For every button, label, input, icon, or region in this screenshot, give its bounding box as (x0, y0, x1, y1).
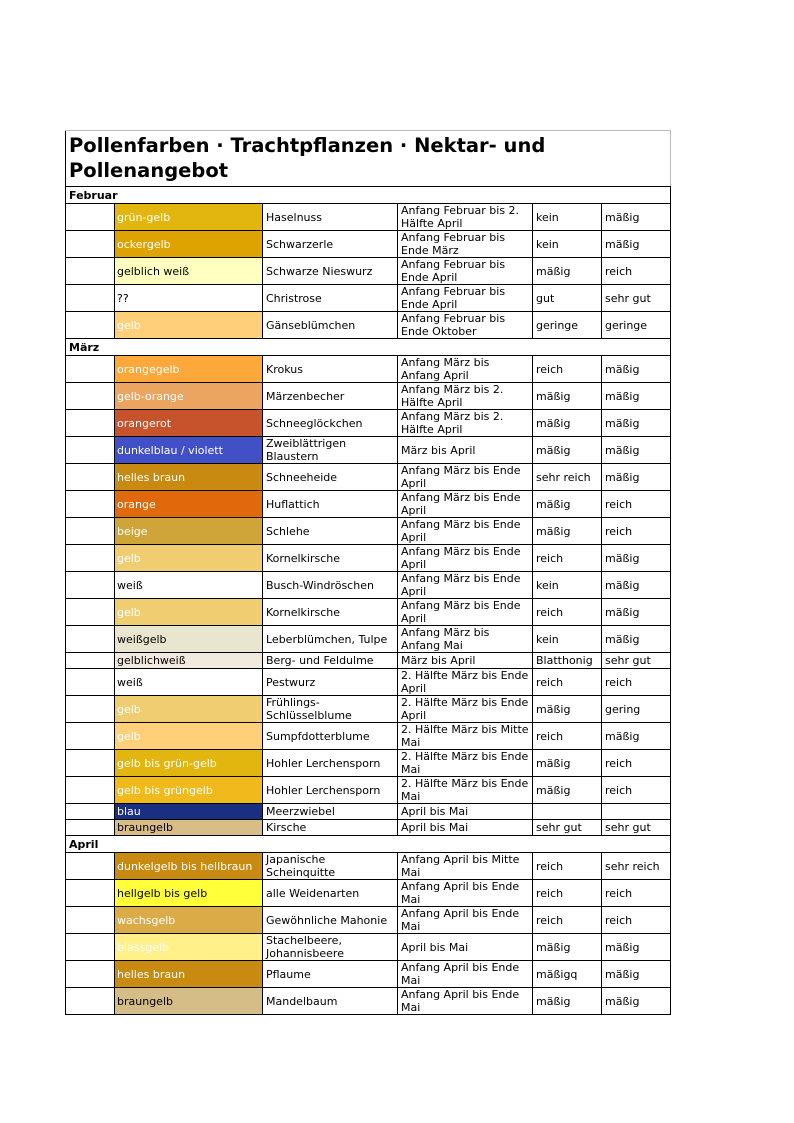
bloom-period-cell: Anfang März bis Ende April (398, 491, 533, 518)
bloom-period-cell: Anfang Februar bis Ende April (398, 285, 533, 312)
table-row (66, 599, 671, 626)
pollen-color-cell: gelblich weiß (115, 258, 263, 285)
bloom-period-cell: Anfang Februar bis 2. Hälfte April (398, 204, 533, 231)
pollen-table (65, 130, 671, 1015)
empty-cell (66, 464, 115, 491)
table-row (66, 464, 671, 491)
pollen-supply-cell: reich (602, 669, 671, 696)
empty-cell (66, 356, 115, 383)
plant-name-cell: Stachelbeere, Johannisbeere (263, 934, 398, 961)
plant-name-cell: Berg- und Feldulme (263, 653, 398, 669)
table-row (66, 820, 671, 836)
empty-cell (66, 258, 115, 285)
pollen-supply-cell: reich (602, 491, 671, 518)
table-row (66, 204, 671, 231)
pollen-color-cell: weißgelb (115, 626, 263, 653)
bloom-period-cell: April bis Mai (398, 804, 533, 820)
table-row (66, 572, 671, 599)
empty-cell (66, 880, 115, 907)
table-row (66, 437, 671, 464)
bloom-period-cell: Anfang März bis Anfang April (398, 356, 533, 383)
plant-name-cell: Hohler Lerchensporn (263, 750, 398, 777)
pollen-supply-cell: sehr gut (602, 653, 671, 669)
plant-name-cell: Pestwurz (263, 669, 398, 696)
pollen-color-cell: wachsgelb (115, 907, 263, 934)
bloom-period-cell: April bis Mai (398, 934, 533, 961)
nectar-supply-cell: mäßig (533, 934, 602, 961)
bloom-period-cell: 2. Hälfte März bis Mitte Mai (398, 723, 533, 750)
pollen-color-cell: gelb (115, 545, 263, 572)
pollen-supply-cell: mäßig (602, 356, 671, 383)
table-row (66, 410, 671, 437)
nectar-supply-cell: kein (533, 204, 602, 231)
bloom-period-cell: Anfang März bis Ende April (398, 545, 533, 572)
plant-name-cell: Schneeheide (263, 464, 398, 491)
pollen-supply-cell: reich (602, 750, 671, 777)
pollen-supply-cell: mäßig (602, 410, 671, 437)
pollen-color-cell: gelb (115, 312, 263, 339)
pollen-supply-cell: mäßig (602, 961, 671, 988)
plant-name-cell: Haselnuss (263, 204, 398, 231)
pollen-color-cell: gelb bis grüngelb (115, 777, 263, 804)
bloom-period-cell: Anfang März bis Ende April (398, 464, 533, 491)
empty-cell (66, 988, 115, 1015)
page-title: Pollenfarben · Trachtpflanzen · Nektar- und Pollenangebot (66, 131, 671, 187)
pollen-supply-cell: mäßig (602, 437, 671, 464)
pollen-supply-cell: mäßig (602, 545, 671, 572)
plant-name-cell: Busch-Windröschen (263, 572, 398, 599)
empty-cell (66, 312, 115, 339)
nectar-supply-cell: mäßig (533, 696, 602, 723)
pollen-supply-cell: mäßig (602, 988, 671, 1015)
pollen-color-cell: braungelb (115, 988, 263, 1015)
title-row (66, 131, 671, 187)
empty-cell (66, 204, 115, 231)
table-row (66, 312, 671, 339)
empty-cell (66, 653, 115, 669)
pollen-color-cell: beige (115, 518, 263, 545)
pollen-color-cell: blau (115, 804, 263, 820)
nectar-supply-cell: mäßig (533, 410, 602, 437)
pollen-color-cell: gelb-orange (115, 383, 263, 410)
plant-name-cell: Frühlings-Schlüsselblume (263, 696, 398, 723)
table-row (66, 723, 671, 750)
empty-cell (66, 777, 115, 804)
nectar-supply-cell: sehr gut (533, 820, 602, 836)
plant-name-cell: Zweiblättrigen Blaustern (263, 437, 398, 464)
pollen-color-cell: grün-gelb (115, 204, 263, 231)
plant-name-cell: alle Weidenarten (263, 880, 398, 907)
nectar-supply-cell: reich (533, 723, 602, 750)
bloom-period-cell: Anfang April bis Ende Mai (398, 907, 533, 934)
empty-cell (66, 669, 115, 696)
plant-name-cell: Pflaume (263, 961, 398, 988)
table-row (66, 853, 671, 880)
empty-cell (66, 626, 115, 653)
table-row (66, 777, 671, 804)
plant-name-cell: Gewöhnliche Mahonie (263, 907, 398, 934)
pollen-supply-cell: sehr gut (602, 285, 671, 312)
nectar-supply-cell: geringe (533, 312, 602, 339)
pollen-color-cell: ?? (115, 285, 263, 312)
nectar-supply-cell: reich (533, 907, 602, 934)
empty-cell (66, 820, 115, 836)
month-header-row (66, 339, 671, 356)
bloom-period-cell: Anfang Februar bis Ende Oktober (398, 312, 533, 339)
bloom-period-cell: Anfang März bis 2. Hälfte April (398, 410, 533, 437)
empty-cell (66, 545, 115, 572)
bloom-period-cell: März bis April (398, 653, 533, 669)
empty-cell (66, 853, 115, 880)
bloom-period-cell: Anfang April bis Ende Mai (398, 988, 533, 1015)
pollen-supply-cell: mäßig (602, 934, 671, 961)
empty-cell (66, 410, 115, 437)
pollen-color-cell: dunkelgelb bis hellbraun (115, 853, 263, 880)
pollen-color-cell: ockergelb (115, 231, 263, 258)
pollen-supply-cell: reich (602, 880, 671, 907)
nectar-supply-cell: reich (533, 545, 602, 572)
nectar-supply-cell: gut (533, 285, 602, 312)
empty-cell (66, 599, 115, 626)
empty-cell (66, 934, 115, 961)
table-row (66, 231, 671, 258)
pollen-supply-cell: gering (602, 696, 671, 723)
empty-cell (66, 907, 115, 934)
bloom-period-cell: Anfang März bis Ende April (398, 518, 533, 545)
plant-name-cell: Mandelbaum (263, 988, 398, 1015)
empty-cell (66, 723, 115, 750)
pollen-supply-cell: geringe (602, 312, 671, 339)
nectar-supply-cell: Blatthonig (533, 653, 602, 669)
table-row (66, 804, 671, 820)
pollen-supply-cell: sehr reich (602, 853, 671, 880)
bloom-period-cell: April bis Mai (398, 820, 533, 836)
pollen-color-cell: orange (115, 491, 263, 518)
table-row (66, 356, 671, 383)
nectar-supply-cell: mäßig (533, 258, 602, 285)
pollen-supply-cell: mäßig (602, 383, 671, 410)
bloom-period-cell: Anfang März bis Anfang Mai (398, 626, 533, 653)
plant-name-cell: Krokus (263, 356, 398, 383)
empty-cell (66, 518, 115, 545)
empty-cell (66, 383, 115, 410)
empty-cell (66, 961, 115, 988)
bloom-period-cell: 2. Hälfte März bis Ende April (398, 696, 533, 723)
table-row (66, 383, 671, 410)
plant-name-cell: Leberblümchen, Tulpe (263, 626, 398, 653)
pollen-supply-cell: reich (602, 777, 671, 804)
pollen-color-cell: gelb bis grün-gelb (115, 750, 263, 777)
nectar-supply-cell: reich (533, 880, 602, 907)
pollen-color-cell: helles braun (115, 464, 263, 491)
pollen-color-cell: gelb (115, 723, 263, 750)
pollen-supply-cell: reich (602, 518, 671, 545)
nectar-supply-cell: reich (533, 853, 602, 880)
table-row (66, 545, 671, 572)
table-body (66, 131, 671, 1015)
empty-cell (66, 231, 115, 258)
bloom-period-cell: Anfang April bis Ende Mai (398, 961, 533, 988)
nectar-supply-cell: mäßigq (533, 961, 602, 988)
month-label: März (66, 339, 671, 356)
pollen-color-cell: gelblichweiß (115, 653, 263, 669)
table-row (66, 750, 671, 777)
pollen-color-cell: orangerot (115, 410, 263, 437)
pollen-supply-cell: mäßig (602, 572, 671, 599)
bloom-period-cell: Anfang Februar bis Ende März (398, 231, 533, 258)
empty-cell (66, 491, 115, 518)
pollen-color-cell: hellgelb bis gelb (115, 880, 263, 907)
pollen-supply-cell: reich (602, 907, 671, 934)
table-row (66, 518, 671, 545)
pollen-color-cell: orangegelb (115, 356, 263, 383)
bloom-period-cell: Anfang März bis Ende April (398, 599, 533, 626)
bloom-period-cell: Anfang Februar bis Ende April (398, 258, 533, 285)
pollen-color-cell: weiß (115, 572, 263, 599)
nectar-supply-cell: kein (533, 626, 602, 653)
table-row (66, 907, 671, 934)
table-row (66, 626, 671, 653)
plant-name-cell: Schneeglöckchen (263, 410, 398, 437)
table-row (66, 934, 671, 961)
pollen-color-cell: braungelb (115, 820, 263, 836)
table-row (66, 258, 671, 285)
plant-name-cell: Christrose (263, 285, 398, 312)
plant-name-cell: Kornelkirsche (263, 545, 398, 572)
pollen-supply-cell: mäßig (602, 464, 671, 491)
table-row (66, 880, 671, 907)
nectar-supply-cell: mäßig (533, 988, 602, 1015)
nectar-supply-cell: mäßig (533, 777, 602, 804)
bloom-period-cell: 2. Hälfte März bis Ende Mai (398, 777, 533, 804)
plant-name-cell: Schlehe (263, 518, 398, 545)
nectar-supply-cell: mäßig (533, 491, 602, 518)
nectar-supply-cell (533, 804, 602, 820)
pollen-supply-cell (602, 804, 671, 820)
pollen-color-cell: weiß (115, 669, 263, 696)
month-label: Februar (66, 187, 671, 204)
plant-name-cell: Schwarzerle (263, 231, 398, 258)
table-row (66, 653, 671, 669)
bloom-period-cell: Anfang März bis 2. Hälfte April (398, 383, 533, 410)
empty-cell (66, 696, 115, 723)
nectar-supply-cell: sehr reich (533, 464, 602, 491)
nectar-supply-cell: mäßig (533, 518, 602, 545)
pollen-supply-cell: mäßig (602, 599, 671, 626)
plant-name-cell: Märzenbecher (263, 383, 398, 410)
table-row (66, 696, 671, 723)
pollen-color-cell: gelb (115, 696, 263, 723)
pollen-supply-cell: mäßig (602, 626, 671, 653)
table-row (66, 988, 671, 1015)
nectar-supply-cell: reich (533, 669, 602, 696)
nectar-supply-cell: mäßig (533, 383, 602, 410)
nectar-supply-cell: mäßig (533, 750, 602, 777)
nectar-supply-cell: reich (533, 599, 602, 626)
nectar-supply-cell: kein (533, 231, 602, 258)
nectar-supply-cell: kein (533, 572, 602, 599)
pollen-supply-cell: sehr gut (602, 820, 671, 836)
plant-name-cell: Kornelkirsche (263, 599, 398, 626)
plant-name-cell: Gänseblümchen (263, 312, 398, 339)
empty-cell (66, 572, 115, 599)
month-label: April (66, 836, 671, 853)
pollen-supply-cell: mäßig (602, 231, 671, 258)
plant-name-cell: Meerzwiebel (263, 804, 398, 820)
pollen-supply-cell: mäßig (602, 204, 671, 231)
pollen-color-cell: dunkelblau / violett (115, 437, 263, 464)
bloom-period-cell: März bis April (398, 437, 533, 464)
pollen-color-cell: gelb (115, 599, 263, 626)
empty-cell (66, 437, 115, 464)
nectar-supply-cell: mäßig (533, 437, 602, 464)
plant-name-cell: Hohler Lerchensporn (263, 777, 398, 804)
bloom-period-cell: 2. Hälfte März bis Ende Mai (398, 750, 533, 777)
nectar-supply-cell: reich (533, 356, 602, 383)
plant-name-cell: Schwarze Nieswurz (263, 258, 398, 285)
plant-name-cell: Japanische Scheinquitte (263, 853, 398, 880)
plant-name-cell: Huflattich (263, 491, 398, 518)
bloom-period-cell: Anfang April bis Mitte Mai (398, 853, 533, 880)
bloom-period-cell: Anfang März bis Ende April (398, 572, 533, 599)
empty-cell (66, 804, 115, 820)
pollen-color-cell: helles braun (115, 961, 263, 988)
table-row (66, 961, 671, 988)
table-row (66, 669, 671, 696)
month-header-row (66, 836, 671, 853)
plant-name-cell: Sumpfdotterblume (263, 723, 398, 750)
bloom-period-cell: 2. Hälfte März bis Ende April (398, 669, 533, 696)
empty-cell (66, 750, 115, 777)
pollen-supply-cell: mäßig (602, 723, 671, 750)
plant-name-cell: Kirsche (263, 820, 398, 836)
table-row (66, 285, 671, 312)
month-header-row (66, 187, 671, 204)
table-row (66, 491, 671, 518)
empty-cell (66, 285, 115, 312)
pollen-supply-cell: reich (602, 258, 671, 285)
pollen-color-cell: blassgelb (115, 934, 263, 961)
bloom-period-cell: Anfang April bis Ende Mai (398, 880, 533, 907)
